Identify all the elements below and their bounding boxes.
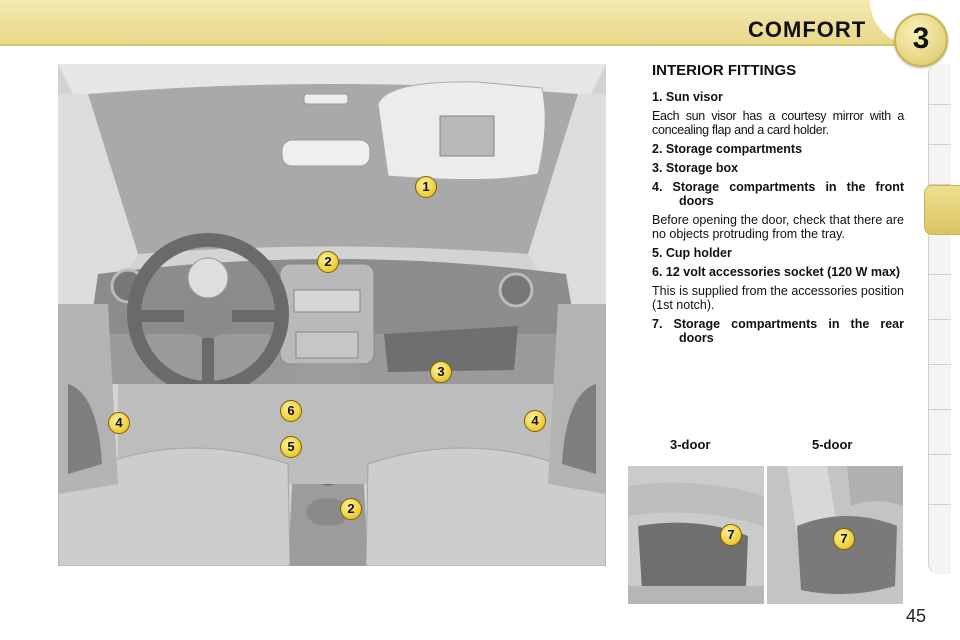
chapter-number: 3	[912, 22, 930, 55]
callout-storage-box: 3	[430, 361, 452, 383]
rail-divider	[929, 319, 951, 320]
callout-socket: 6	[280, 400, 302, 422]
item-storage-heading: 2. Storage compartments	[652, 142, 803, 156]
item-rear-door-heading: 7. Storage compartments in the rear doors	[652, 317, 904, 345]
item-front-door-body: Before opening the door, check that there are no objects protruding from the tray.	[652, 213, 904, 241]
item-sun-visor-heading: 1. Sun visor	[652, 90, 723, 104]
callout-door-left: 4	[108, 412, 130, 434]
item-socket-heading: 6. 12 volt accessories socket (120 W max)	[652, 265, 901, 279]
chapter-title: COMFORT	[748, 17, 867, 42]
label-3-door: 3-door	[670, 437, 711, 452]
rail-divider	[929, 364, 951, 365]
rail-divider	[929, 274, 951, 275]
photo-5-door	[767, 466, 903, 604]
callout-door-right: 4	[524, 410, 546, 432]
callout-rear-3-door: 7	[720, 524, 742, 546]
rail-divider	[929, 144, 951, 145]
page-number: 45	[906, 606, 927, 626]
section-title: INTERIOR FITTINGS	[652, 62, 797, 79]
rail-divider	[929, 104, 951, 105]
item-front-door-heading: 4. Storage compartments in the front doors	[652, 180, 904, 208]
rail-divider	[929, 454, 951, 455]
item-list	[652, 90, 904, 350]
active-chapter-tab[interactable]	[924, 185, 960, 235]
chapter-badge	[894, 13, 948, 67]
chapter-tab-rail	[928, 64, 951, 574]
item-storage-box-heading: 3. Storage box	[652, 161, 739, 175]
label-5-door: 5-door	[812, 437, 853, 452]
callout-rear-5-door: 7	[833, 528, 855, 550]
item-sun-visor-body: Each sun visor has a courtesy mirror with a concealing flap and a card holder.	[652, 109, 904, 137]
callout-cup-holder: 5	[280, 436, 302, 458]
interior-photo	[58, 64, 606, 566]
item-socket-body: This is supplied from the accessories position (1st notch).	[652, 284, 904, 312]
callout-sun-visor: 1	[415, 176, 437, 198]
callout-storage-upper: 2	[317, 251, 339, 273]
rail-divider	[929, 504, 951, 505]
photo-3-door	[628, 466, 764, 604]
rail-divider	[929, 409, 951, 410]
item-cup-holder-heading: 5. Cup holder	[652, 246, 732, 260]
callout-storage-lower: 2	[340, 498, 362, 520]
